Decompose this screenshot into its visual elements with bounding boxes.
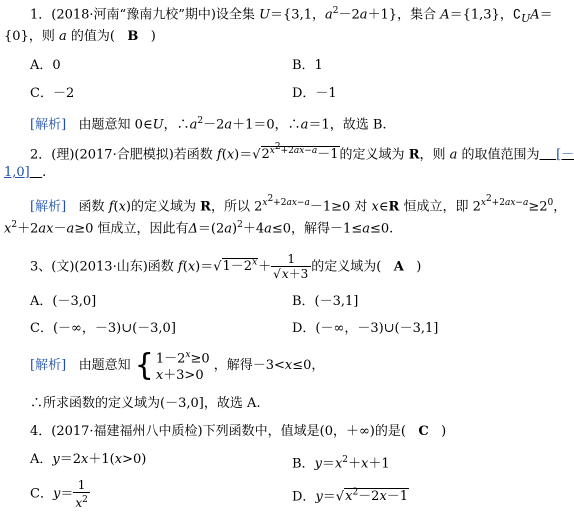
q3-inequality-system: $1-2^x\ge 0$ x＋3>0	[155, 350, 210, 384]
q2-analysis-line2: $x^2+2ax-a\ge 0$ 恒成立，因此有$\Delta=(2a)^2+4a\le 0$，解得－1≤a≤0.	[4, 220, 394, 237]
q4-stem: 4．(2017·福建福州八中质检)下列函数中，值域是(0，＋∞)的是( C )	[30, 424, 447, 439]
q2-answer-part1: [－	[556, 147, 574, 163]
q3-option-b: B．(－3,1]	[292, 294, 359, 309]
q4-option-a: A．y＝2x＋1(x>0)	[30, 452, 147, 467]
q3-option-c: C．(－∞，－3)∪(－3,0]	[30, 321, 176, 336]
q2-stem: 2．(理)(2017·合肥模拟)若函数 $f(x)=√2^{x^2+2ax-a}-1$的定义域为 R，则 a 的取值范围为 [－	[30, 142, 574, 163]
q1-option-b: B．1	[292, 58, 323, 73]
q2-analysis-line1: [解析] 函数 f(x)的定义域为 R，所以 $2^{x^2+2ax-a}-1\ge 0$ 对 x∈R 恒成立，即 $2^{x^2+2ax-a}\ge 2^0$，	[30, 194, 567, 215]
brace-icon: {	[134, 347, 154, 383]
q1-stem-line1: 1．(2018·河南“豫南九校”期中)设全集 U＝{3,1，$a^2-2a+1$}，集合 A＝{1,3}，$∁_UA=$	[30, 6, 553, 25]
q1-stem-line2: {0}，则 a 的值为( B )	[4, 29, 156, 44]
q3-stem: 3、(文)(2013·山东)函数 $f(x)=√1-2^x+$ $\frac{1}{√x+3}$ 的定义域为( A )	[30, 252, 422, 282]
q2-analysis-tag: [解析]	[30, 199, 67, 215]
q3-analysis: [解析] 由题意知 { $1-2^x\ge 0$ x＋3>0 ，解得－3<x≤0，	[30, 347, 325, 384]
q3-analysis-tag: [解析]	[30, 358, 67, 374]
q4-option-d: D．$y=√x^2-2x-1$	[292, 488, 409, 505]
q1-option-c: C．－2	[30, 86, 75, 101]
q3-option-a: A．(－3,0]	[30, 294, 97, 309]
q3-option-d: D．(－∞，－3)∪(－3,1]	[292, 321, 439, 336]
q3-answer: A	[393, 259, 404, 275]
q3-conclusion: ∴所求函数的定义域为(－3,0]，故选 A.	[30, 396, 261, 411]
q4-answer: C	[418, 424, 429, 439]
q4-option-c: C．y＝ $\frac{1}{x^2}$	[30, 478, 88, 510]
q1-option-a: A．0	[30, 58, 61, 73]
q1-analysis-tag: [解析]	[30, 117, 67, 133]
q2-answer-line: 1,0] .	[4, 165, 47, 180]
q1-answer: B	[127, 29, 139, 44]
q4-option-b: B．$y=x^2+x+1$	[292, 455, 390, 472]
q1-option-d: D．－1	[292, 86, 337, 101]
q1-analysis: [解析] 由题意知 0∈U，$\therefore a^2-2a+1=0$，∴a＝1，故选 B.	[30, 116, 387, 133]
q2-answer-part2: 1,0]	[4, 165, 30, 180]
